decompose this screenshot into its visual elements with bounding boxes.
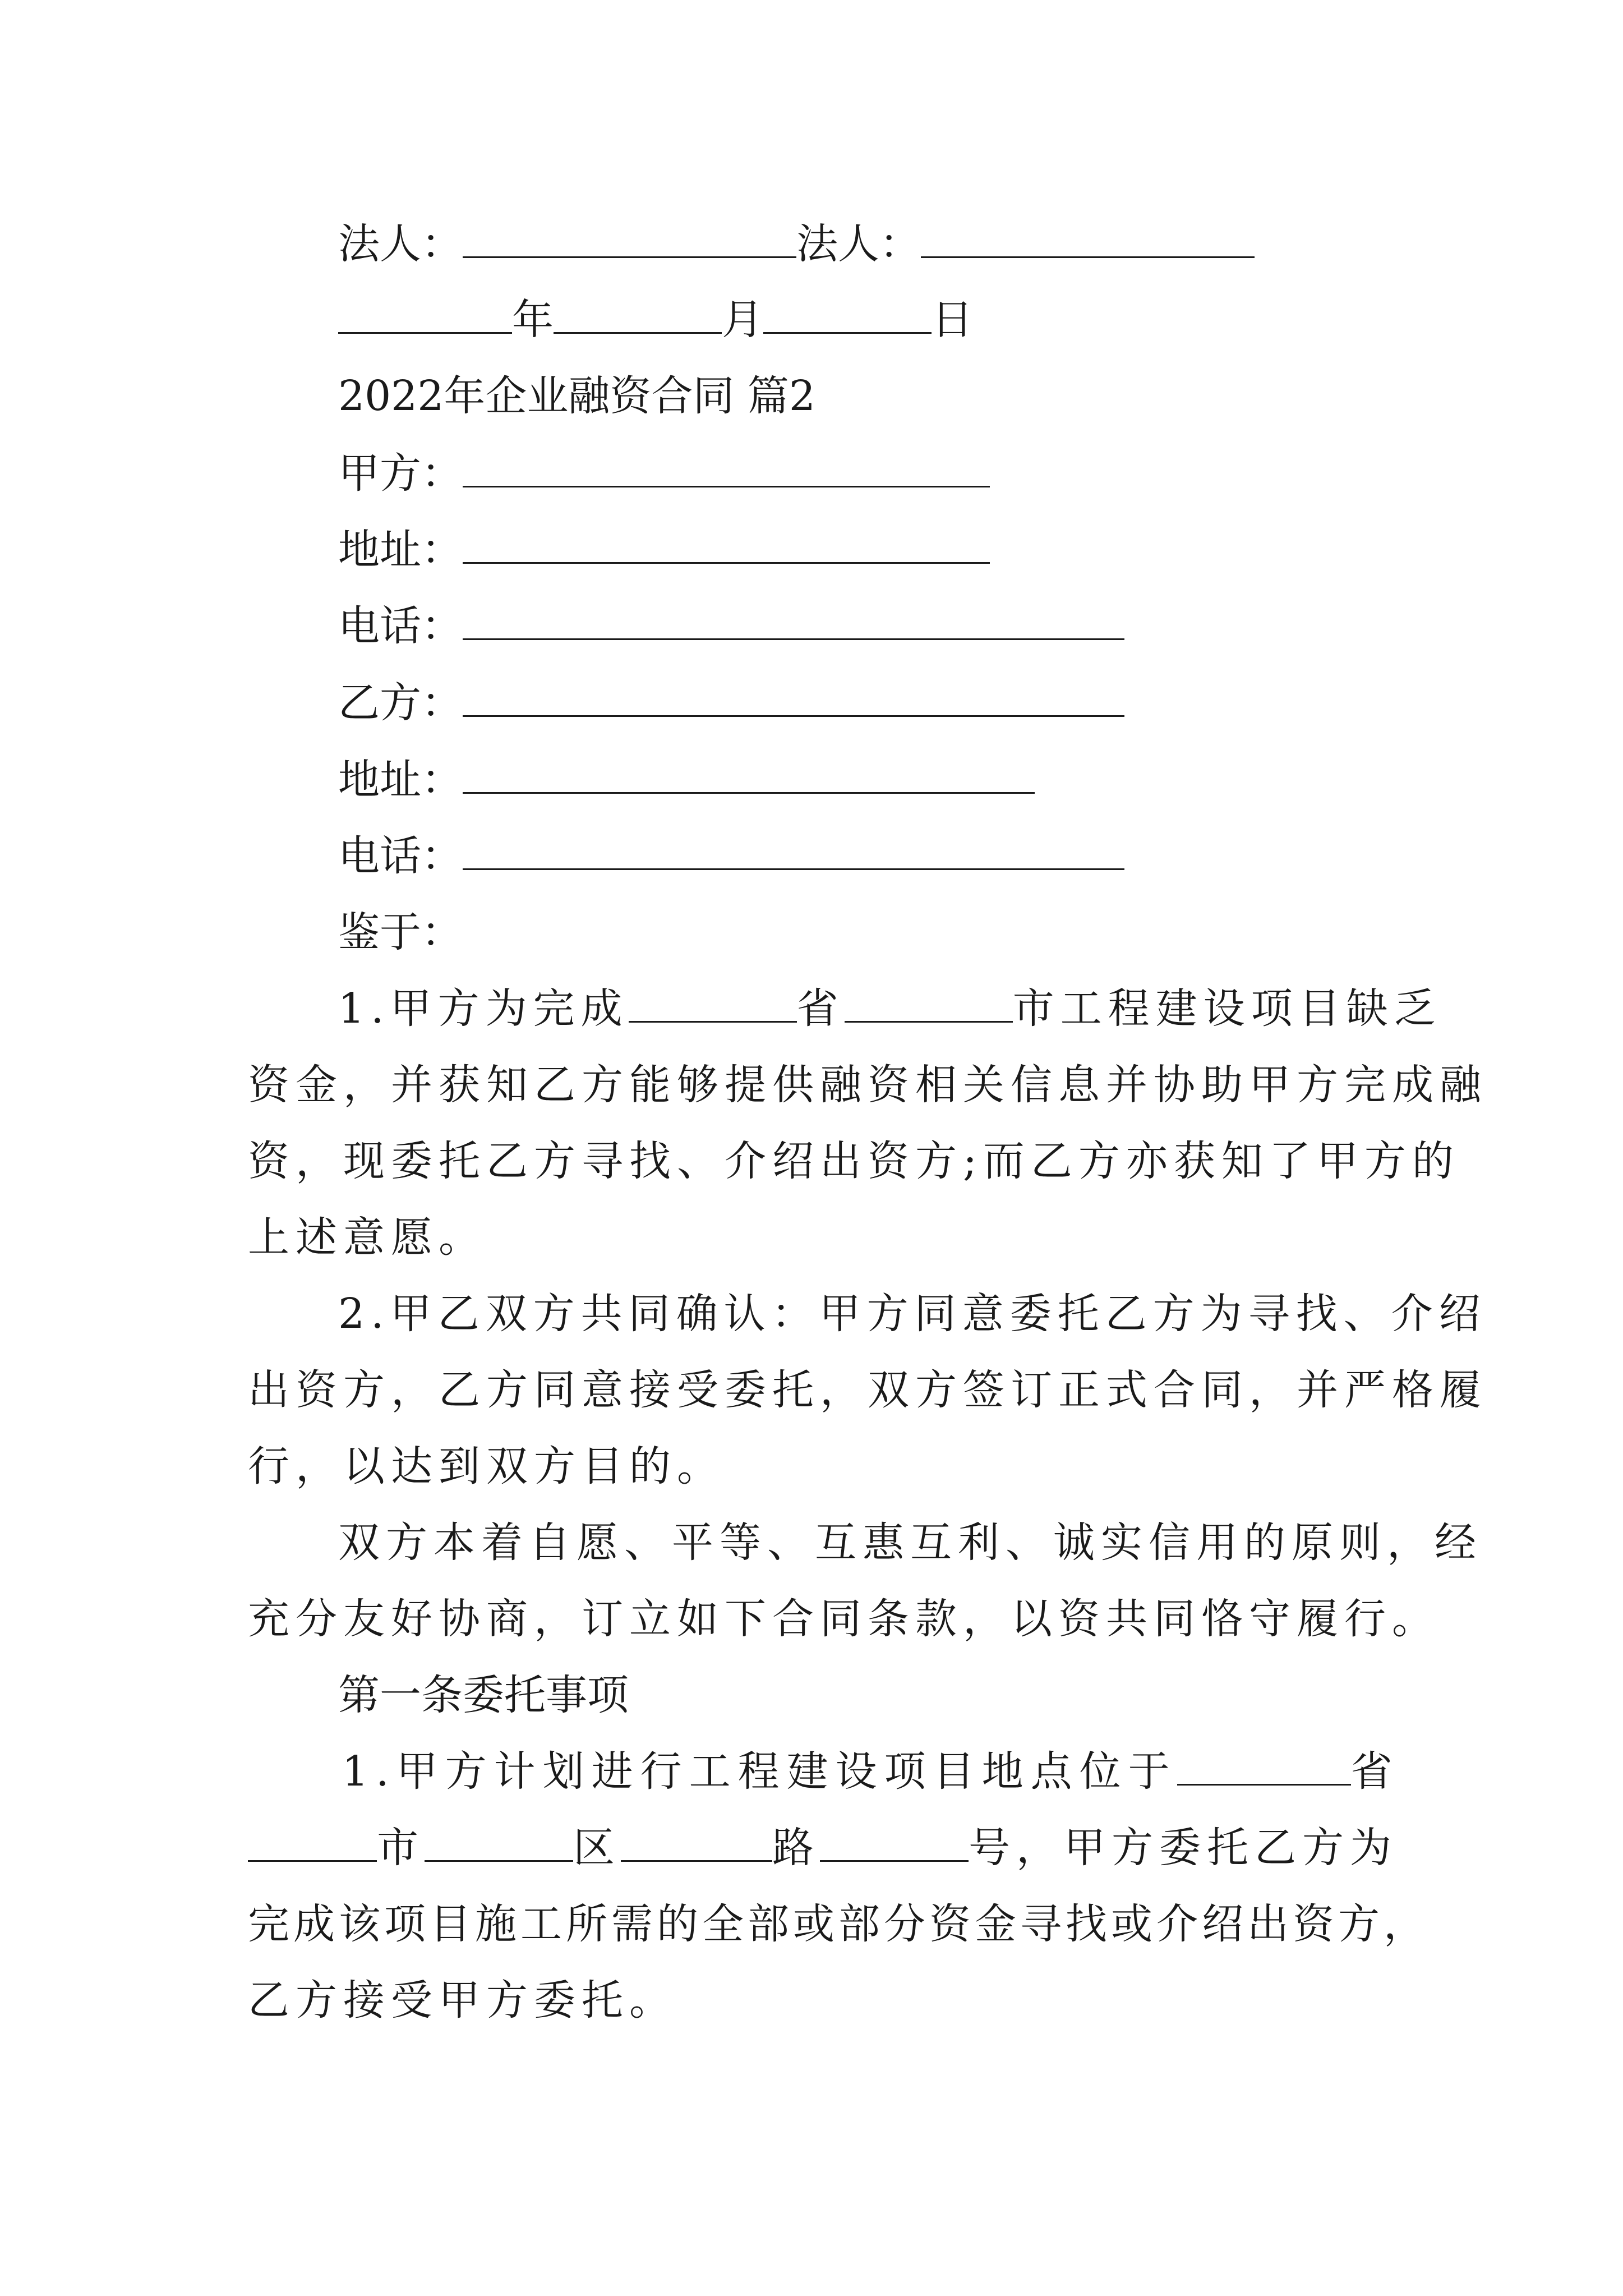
party-b-address-label: 地址：: [338, 756, 463, 804]
day-label: 日: [932, 296, 973, 344]
legal-person-blank-a[interactable]: [463, 222, 796, 258]
month-blank[interactable]: [554, 297, 722, 334]
section-title: 2022年企业融资合同 篇2: [338, 372, 815, 420]
party-a-line: [338, 445, 990, 501]
article1-road-label: 路: [772, 1824, 820, 1872]
clause1-text-b: 省: [796, 984, 845, 1033]
clause1-text-c: 市工程建设项目缺乏: [1012, 984, 1442, 1033]
clause2-line1: 2.甲乙双方共同确认：甲方同意委托乙方为寻找、介绍: [338, 1290, 1487, 1338]
legal-person-label-b: 法人：: [796, 220, 921, 268]
clause1-line4: 上述意愿。: [248, 1213, 486, 1262]
day-blank[interactable]: [763, 297, 932, 334]
clause2-line3: 行，以达到双方目的。: [248, 1442, 725, 1490]
party-b-address-blank[interactable]: [463, 757, 1035, 794]
year-blank[interactable]: [338, 297, 512, 334]
party-b-line: [338, 675, 1124, 731]
article1-road-blank[interactable]: [621, 1825, 772, 1862]
date-line: [338, 292, 973, 348]
party-b-phone-blank[interactable]: [463, 834, 1124, 870]
principle-line1: 双方本着自愿、平等、互惠互利、诚实信用的原则，经: [338, 1519, 1482, 1567]
clause1-line3: 资，现委托乙方寻找、介绍出资方;而乙方亦获知了甲方的: [248, 1137, 1460, 1185]
party-b-label: 乙方：: [338, 679, 463, 727]
article1-line1: [342, 1743, 1400, 1800]
article1-number-text: 号，甲方委托乙方为: [969, 1824, 1398, 1872]
clause1-line2: 资金，并获知乙方能够提供融资相关信息并协助甲方完成融: [248, 1061, 1487, 1109]
party-a-address-label: 地址：: [338, 526, 463, 574]
article1-province-blank[interactable]: [1177, 1749, 1351, 1786]
article1-district-label: 区: [573, 1824, 621, 1872]
party-b-phone-line: [338, 828, 1124, 884]
party-a-address-line: [338, 522, 990, 578]
article1-line3: 完成该项目施工所需的全部或部分资金寻找或介绍出资方，: [248, 1900, 1429, 1948]
year-label: 年: [512, 296, 554, 344]
article1-line4: 乙方接受甲方委托。: [248, 1976, 677, 2024]
article1-title: 第一条委托事项: [338, 1671, 629, 1719]
principle-line2: 充分友好协商，订立如下合同条款，以资共同恪守履行。: [248, 1595, 1440, 1643]
clause1-line1: [338, 981, 1442, 1037]
article1-number-blank[interactable]: [820, 1825, 969, 1862]
party-b-phone-label: 电话：: [338, 832, 463, 880]
whereas-heading: 鉴于：: [338, 908, 463, 956]
legal-person-line: [338, 216, 1255, 272]
party-a-phone-blank[interactable]: [463, 604, 1124, 640]
article1-text-b: 省: [1350, 1747, 1400, 1796]
party-a-blank[interactable]: [463, 451, 990, 487]
clause1-text-a: 1.甲方为完成: [338, 984, 629, 1033]
legal-person-label-a: 法人：: [338, 220, 463, 268]
article1-text-a: 1.甲方计划进行工程建设项目地点位于: [342, 1747, 1177, 1796]
month-label: 月: [722, 296, 763, 344]
party-a-phone-label: 电话：: [338, 602, 463, 650]
article1-city-blank[interactable]: [248, 1825, 377, 1862]
province-blank[interactable]: [629, 986, 797, 1023]
party-a-phone-line: [338, 598, 1124, 654]
party-a-label: 甲方：: [338, 449, 463, 498]
city-blank[interactable]: [845, 986, 1013, 1023]
clause2-line2: 出资方，乙方同意接受委托，双方签订正式合同，并严格履: [248, 1366, 1487, 1414]
party-b-address-line: [338, 752, 1035, 808]
article1-district-blank[interactable]: [425, 1825, 573, 1862]
article1-city-label: 市: [377, 1824, 425, 1872]
article1-line2: [248, 1820, 1398, 1876]
legal-person-blank-b[interactable]: [921, 222, 1255, 258]
party-b-blank[interactable]: [463, 680, 1124, 717]
party-a-address-blank[interactable]: [463, 527, 990, 564]
